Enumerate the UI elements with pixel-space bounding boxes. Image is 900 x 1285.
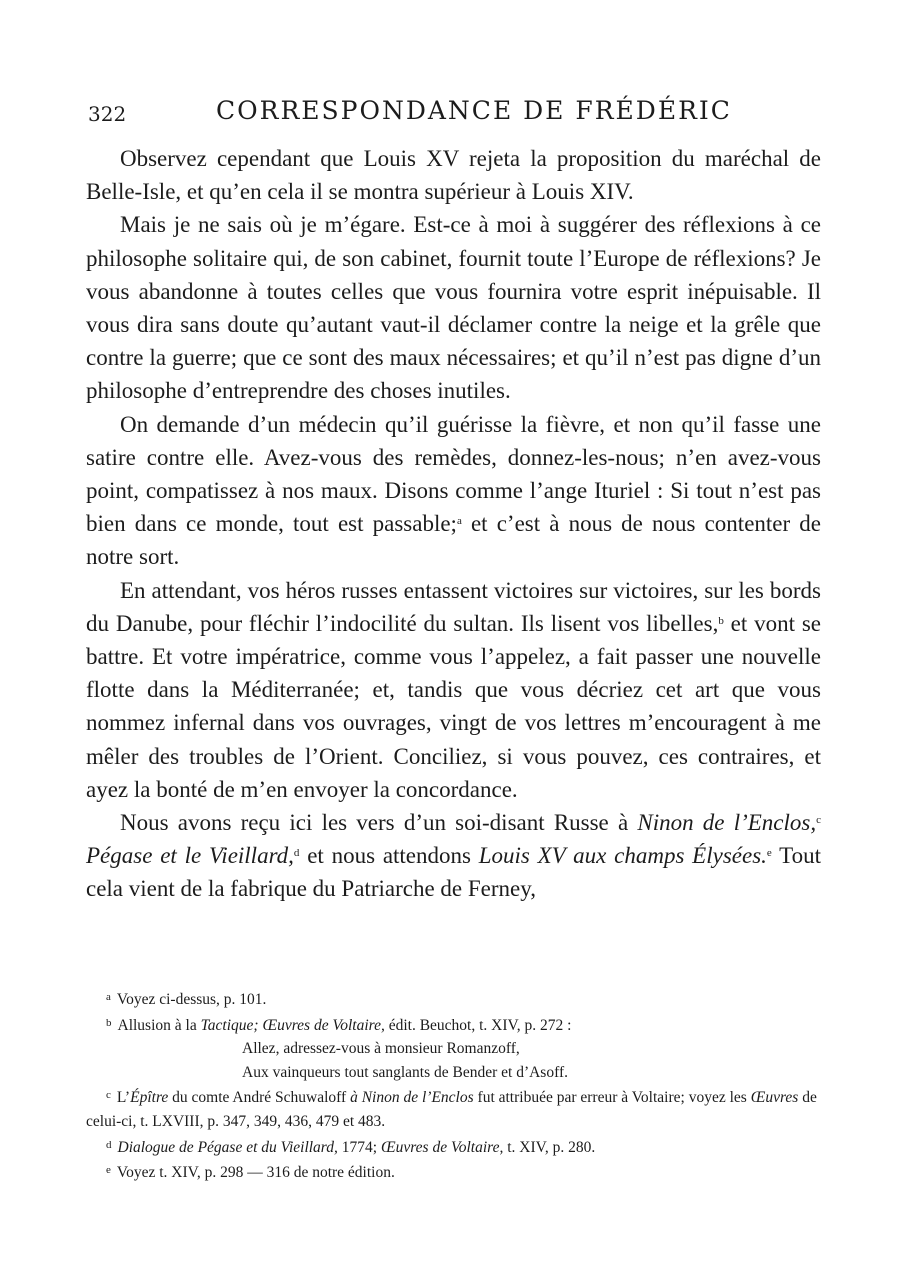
footnote xyxy=(86,1159,821,1185)
text-segment: En attendant, vos héros russes entassent victoires sur victoires, sur les bords du Danube, pour fléchir l’indocilité du sultan. Ils lisent vos libelles, xyxy=(86,577,821,636)
text-segment: t. XIV, p. 280. xyxy=(503,1138,596,1156)
paragraph xyxy=(86,208,821,407)
footnote-ref: b xyxy=(718,614,724,627)
footnote-ref: e xyxy=(766,847,772,860)
text-segment: Nous avons reçu ici les vers d’un soi-disant Russe à xyxy=(120,810,638,836)
text-segment: Aux vainqueurs tout sanglants de Bender et d’Asoff. xyxy=(242,1063,569,1081)
page-number: 322 xyxy=(88,102,127,126)
text-segment: Voyez t. XIV, p. 298 — 316 de notre édition. xyxy=(116,1164,395,1182)
text-segment: fut attribuée par erreur à Voltaire; voyez les xyxy=(473,1089,751,1107)
footnote-ref: c xyxy=(816,814,821,827)
text-segment: et nous attendons xyxy=(299,843,479,869)
text-segment: L’ xyxy=(116,1089,131,1107)
paragraph xyxy=(86,806,821,906)
italic-text: Œuvres de Voltaire, xyxy=(380,1138,504,1156)
footnotes xyxy=(86,986,821,1185)
footnote-mark: c xyxy=(106,1089,111,1102)
text-segment: 1774; xyxy=(337,1138,381,1156)
paragraph xyxy=(86,142,821,208)
footnote-mark: b xyxy=(106,1016,112,1029)
footnote-ref: d xyxy=(293,847,300,860)
italic-text: Tactique; Œuvres de Voltaire, xyxy=(200,1016,385,1034)
text-segment: Allez, adressez-vous à monsieur Romanzoff, xyxy=(242,1040,520,1058)
footnote-verse-line xyxy=(86,1037,821,1061)
italic-text: à Ninon de l’Enclos xyxy=(350,1089,474,1107)
page-header xyxy=(88,96,816,132)
paragraph xyxy=(86,408,821,574)
text-segment: et c’est à nous de nous contenter de notre sort. xyxy=(86,511,821,570)
footnote-verse-line xyxy=(86,1061,821,1085)
italic-text: Louis XV aux champs Élysées. xyxy=(478,843,767,869)
text-segment: Mais je ne sais où je m’égare. Est-ce à moi à suggérer des réflexions à ce philosophe solitaire qui, de son cabinet, fournit toute l’Europe de réflexions? Je vous abandonne à toutes celles que vous fournira votre esprit inépuisable. Il vous dira sans doute qu’autant vaut-il déclamer contre la neige et la grêle que contre la guerre; que ce sont des maux nécessaires; et qu’il n’est pas digne d’un philosophe d’entreprendre des choses inutiles. xyxy=(86,212,821,404)
italic-text: Œuvres xyxy=(750,1089,799,1107)
footnote xyxy=(86,1012,821,1038)
text-segment: édit. Beuchot, t. XIV, p. 272 : xyxy=(384,1016,572,1034)
footnote xyxy=(86,1084,821,1133)
text-segment: et vont se battre. Et votre impératrice, comme vous l’appelez, a fait passer une nouvelle flotte dans la Méditerranée; et, tandis que vous décriez cet art que vous nommez infernal dans vos ouvrages, vingt de vos lettres m’encouragent à me mêler des troubles de l’Orient. Conciliez, si vous pouvez, ces contraires, et ayez la bonté de m’en envoyer la concordance. xyxy=(86,610,821,802)
italic-text: Épître xyxy=(130,1089,169,1107)
footnote xyxy=(86,1134,821,1160)
footnote-mark: d xyxy=(106,1138,112,1151)
footnote-mark: a xyxy=(106,991,111,1003)
footnote xyxy=(86,986,821,1012)
running-title: CORRESPONDANCE DE FRÉDÉRIC xyxy=(216,96,732,125)
text-segment: Tout cela vient de la fabrique du Patriarche de Ferney, xyxy=(86,843,821,902)
text-segment: Allusion à la xyxy=(117,1016,201,1034)
text-segment: Observez cependant que Louis XV rejeta la proposition du maréchal de Belle-Isle, et qu’en cela il se montra supérieur à Louis XIV. xyxy=(86,146,821,205)
italic-text: Dialogue de Pégase et du Vieillard, xyxy=(117,1138,338,1156)
italic-text: Ninon de l’Enclos, xyxy=(637,810,817,836)
text-segment: du comte André Schuwaloff xyxy=(168,1089,351,1107)
text-segment: de celui-ci, t. LXVIII, p. 347, 349, 436, 479 et 483. xyxy=(86,1089,817,1130)
footnote-ref: a xyxy=(456,515,462,528)
text-segment: Voyez ci-dessus, p. 101. xyxy=(116,991,267,1008)
paragraph xyxy=(86,574,821,806)
footnote-mark: e xyxy=(106,1164,111,1177)
text-segment: On demande d’un médecin qu’il guérisse la fièvre, et non qu’il fasse une satire contre elle. Avez-vous des remèdes, donnez-les-nous; n’en avez-vous point, compatissez à nos maux. Disons comme l’ange Ituriel : Si tout n’est pas bien dans ce monde, tout est passable; xyxy=(86,411,821,537)
italic-text: Pégase et le Vieillard, xyxy=(86,843,294,869)
main-text xyxy=(86,142,821,906)
